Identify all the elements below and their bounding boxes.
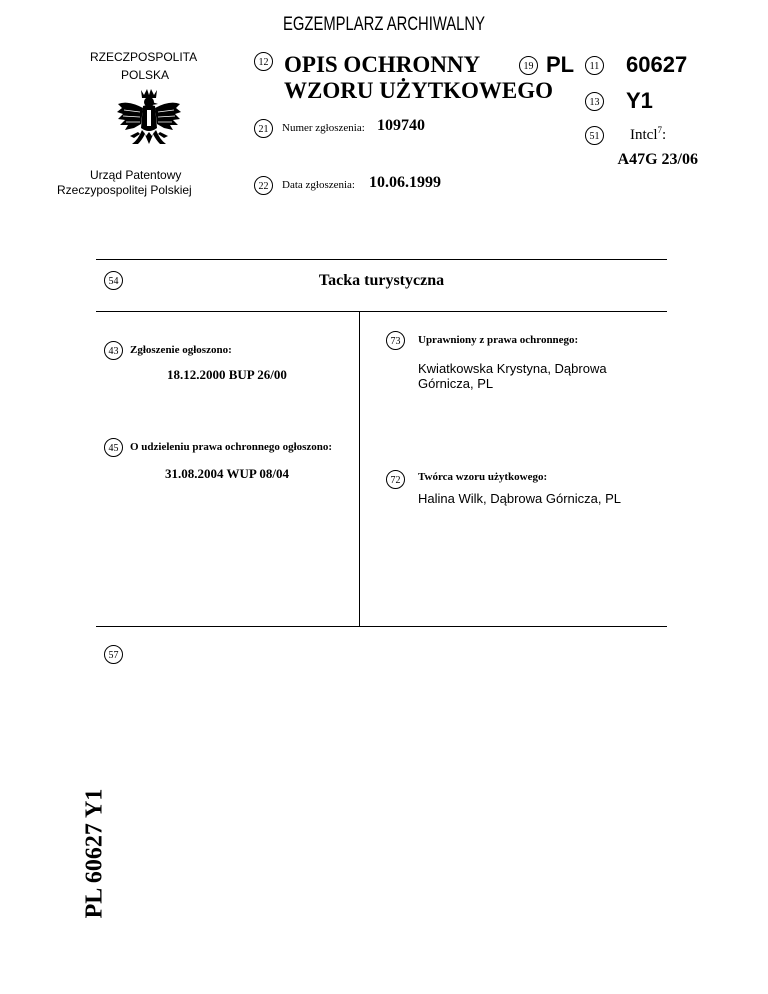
code-21: 21 [254, 119, 273, 138]
holder-line-1: Kwiatkowska Krystyna, Dąbrowa [418, 361, 607, 376]
doc-title-line-1: OPIS OCHRONNY [284, 52, 481, 77]
office-line-1: Urząd Patentowy [90, 168, 182, 182]
code-72: 72 [386, 470, 405, 489]
side-document-number: PL 60627 Y1 [81, 788, 108, 919]
archive-stamp: EGZEMPLARZ ARCHIWALNY [282, 14, 486, 35]
application-number: 109740 [377, 117, 425, 134]
ipc-class: A47G 23/06 [617, 151, 698, 168]
holder-line-2: Górnicza, PL [418, 376, 494, 391]
filing-date-label: Data zgłoszenia: [282, 179, 355, 191]
code-12: 12 [254, 52, 273, 71]
code-19: 19 [519, 56, 538, 75]
divider-vertical [359, 311, 360, 626]
code-43: 43 [104, 341, 123, 360]
country-code: PL [546, 52, 575, 77]
creator-label: Twórca wzoru użytkowego: [418, 471, 548, 483]
office-line-2: Rzeczypospolitej Polskiej [57, 183, 192, 197]
ipc-label [630, 125, 666, 144]
country-name: RZECZPOSPOLITA [90, 50, 198, 64]
ipc-label-colon: : [662, 127, 667, 143]
ipc-label-text: Intcl [630, 127, 658, 143]
grant-value: 31.08.2004 WUP 08/04 [165, 466, 289, 481]
divider-top [96, 259, 667, 260]
code-51: 51 [585, 126, 604, 145]
divider-title-bottom [96, 311, 667, 312]
code-73: 73 [386, 331, 405, 350]
code-45: 45 [104, 438, 123, 457]
code-57: 57 [104, 645, 123, 664]
code-11: 11 [585, 56, 604, 75]
grant-label: O udzieleniu prawa ochronnego ogłoszono: [130, 441, 333, 453]
code-13: 13 [585, 92, 604, 111]
ipc-label-sup: 7 [657, 125, 662, 135]
holder-label: Uprawniony z prawa ochronnego: [418, 334, 579, 346]
filing-date: 10.06.1999 [369, 174, 441, 191]
document-kind: Y1 [626, 88, 653, 113]
divider-bottom [96, 626, 667, 627]
announcement-value: 18.12.2000 BUP 26/00 [167, 367, 287, 382]
creator-value: Halina Wilk, Dąbrowa Górnicza, PL [418, 491, 622, 506]
polish-eagle-emblem-icon [114, 86, 184, 156]
utility-model-title: Tacka turystyczna [318, 272, 445, 289]
announcement-label: Zgłoszenie ogłoszono: [130, 344, 232, 356]
code-54: 54 [104, 271, 123, 290]
code-22: 22 [254, 176, 273, 195]
doc-title-line-2: WZORU UŻYTKOWEGO [284, 78, 554, 103]
application-number-label: Numer zgłoszenia: [282, 122, 365, 134]
country-name-2: POLSKA [121, 68, 170, 82]
document-number: 60627 [626, 52, 688, 77]
